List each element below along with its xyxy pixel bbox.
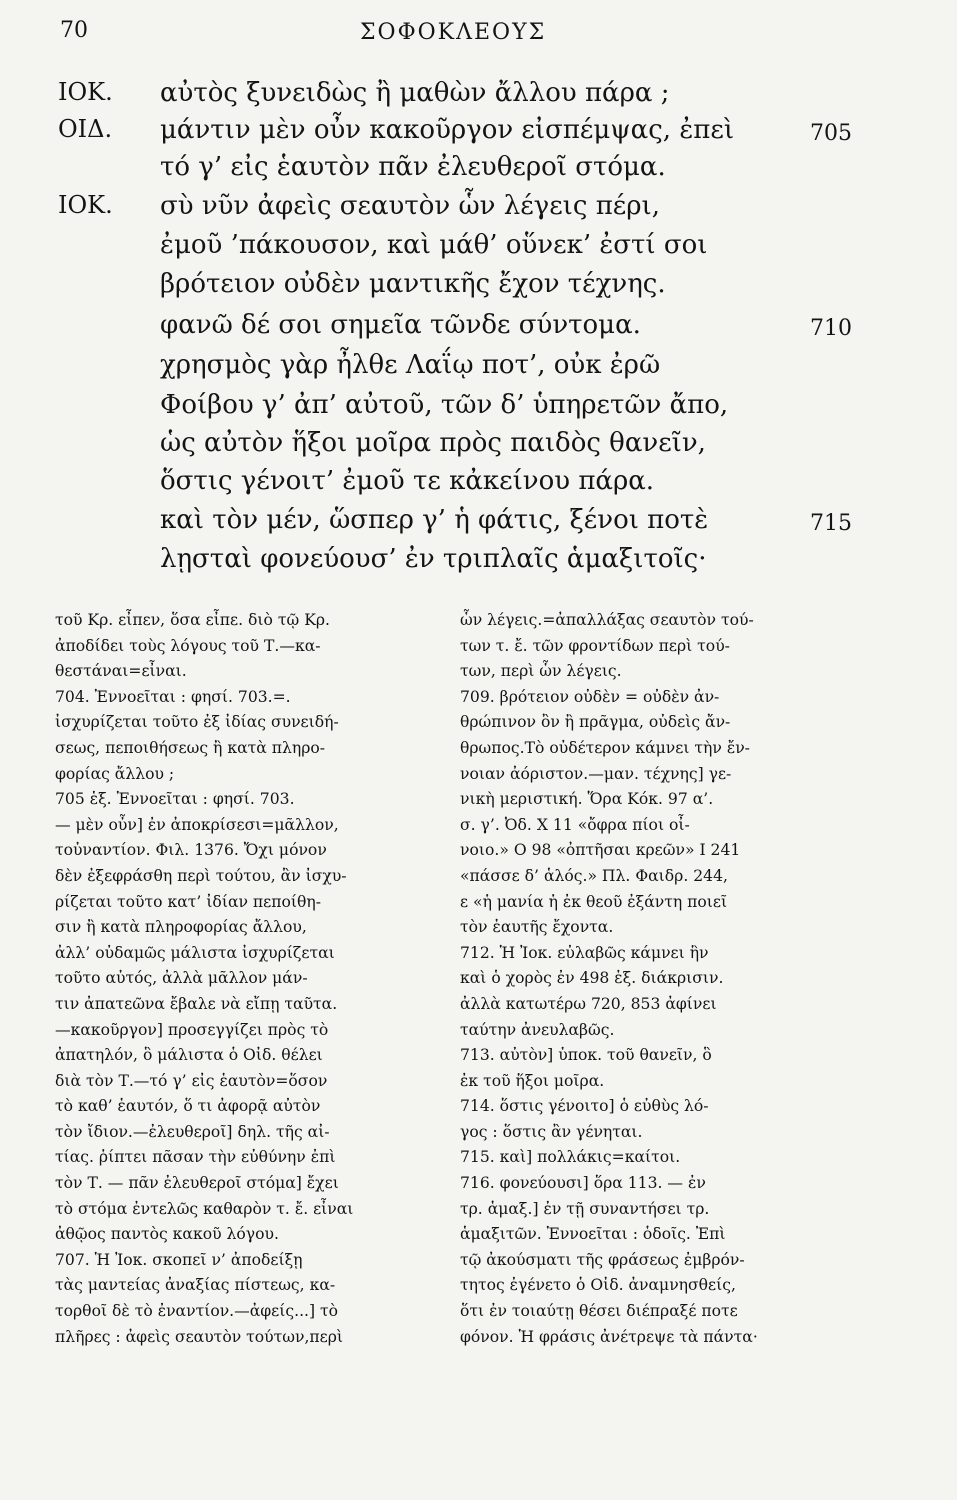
note-line: τὸ στόμα ἐντελῶς καθαρὸν τ. ἔ. εἶναι xyxy=(55,1199,354,1218)
note-line: δὲν ἐξεφράσθη περὶ τούτου, ἂν ἰσχυ- xyxy=(55,866,347,885)
verse-text: χρησμὸς γὰρ ἦλθε Λαΐῳ ποτ’, οὐκ ἐρῶ xyxy=(160,350,661,380)
note-line: νοιαν ἀόριστον.—μαν. τέχνης] γε- xyxy=(460,764,732,783)
note-line: θρώπινον ὂν ἢ πρᾶγμα, οὐδεὶς ἄν- xyxy=(460,713,731,732)
verse-text: φανῶ δέ σοι σημεῖα τῶνδε σύντομα. xyxy=(160,310,641,340)
verse-text: λῃσταὶ φονεύουσ’ ἐν τριπλαῖς ἁμαξιτοῖς· xyxy=(160,544,707,574)
line-number: 710 xyxy=(810,316,852,341)
note-line: καὶ ὁ χορὸς ἐν 498 ἑξ. διάκρισιν. xyxy=(460,969,724,988)
running-title: ΣΟΦΟΚΛΕΟΥΣ xyxy=(360,20,547,45)
note-line: ἀθῷος παντὸς κακοῦ λόγου. xyxy=(55,1225,279,1244)
verse-text: ὅστις γένοιτ’ ἐμοῦ τε κἀκείνου πάρα. xyxy=(160,466,655,496)
verse-text: μάντιν μὲν οὖν κακοῦργον εἰσπέμψας, ἐπεὶ xyxy=(160,115,735,145)
verse-text: ὡς αὐτὸν ἥξοι μοῖρα πρὸς παιδὸς θανεῖν, xyxy=(160,428,706,458)
note-line: 713. αὐτὸν] ὑποκ. τοῦ θανεῖν, ὃ xyxy=(460,1046,712,1065)
commentary-left-column xyxy=(55,608,433,1350)
note-line: τρ. ἁμαξ.] ἐν τῇ συναντήσει τρ. xyxy=(460,1199,710,1218)
note-line: 704. Ἐννοεῖται : φησί. 703.=. xyxy=(55,687,291,706)
note-line: ἰσχυρίζεται τοῦτο ἐξ ἰδίας συνειδή- xyxy=(55,713,339,732)
note-line: τὰς μαντείας ἀναξίας πίστεως, κα- xyxy=(55,1276,336,1295)
note-line: ἀποδίδει τοὺς λόγους τοῦ Τ.—κα- xyxy=(55,636,321,655)
note-line: διὰ τὸν Τ.—τό γ’ εἰς ἑαυτὸν=ὅσον xyxy=(55,1071,328,1090)
note-line: τοὐναντίον. Φιλ. 1376. Ὄχι μόνον xyxy=(55,841,327,860)
note-line: ἐκ τοῦ ἥξοι μοῖρα. xyxy=(460,1071,605,1090)
note-line: των, περὶ ὧν λέγεις. xyxy=(460,662,622,681)
note-line: 707. Ἡ Ἰοκ. σκοπεῖ ν’ ἀποδείξῃ xyxy=(55,1250,303,1269)
note-line: σεως, πεποιθήσεως ἢ κατὰ πληρο- xyxy=(55,738,326,757)
note-line: θεστάναι=εἶναι. xyxy=(55,662,187,681)
note-line: ἀλλὰ κατωτέρω 720, 853 ἀφίνει xyxy=(460,994,717,1013)
note-line: ταύτην ἀνευλαβῶς. xyxy=(460,1020,615,1039)
note-line: τὸ καθ’ ἑαυτόν, ὅ τι ἀφορᾷ αὐτὸν xyxy=(55,1097,321,1116)
note-line: 709. βρότειον οὐδὲν = οὐδὲν ἀν- xyxy=(460,687,720,706)
note-line: ρίζεται τοῦτο κατ’ ἰδίαν πεποίθη- xyxy=(55,892,321,911)
note-line: τοῦ Κρ. εἶπεν, ὅσα εἶπε. διὸ τῷ Κρ. xyxy=(55,611,330,629)
verse-text: αὐτὸς ξυνειδὼς ἢ μαθὼν ἄλλου πάρα ; xyxy=(160,78,670,108)
note-line: τίας. ῥίπτει πᾶσαν τὴν εὐθύνην ἐπὶ xyxy=(55,1148,336,1167)
note-line: τὸν ἴδιον.—ἐλευθεροῖ] δηλ. τῆς αἰ- xyxy=(55,1122,330,1141)
note-line: τοῦτο αὐτός, ἀλλὰ μᾶλλον μάν- xyxy=(55,969,308,988)
note-line: τητος ἐγένετο ὁ Οἰδ. ἀναμνησθείς, xyxy=(460,1276,736,1295)
note-line: φορίας ἄλλου ; xyxy=(55,764,175,783)
page-number: 70 xyxy=(60,18,88,43)
line-number: 705 xyxy=(810,121,852,146)
note-line: ὧν λέγεις.=ἀπαλλάξας σεαυτὸν τού- xyxy=(460,611,754,629)
verse-text: Φοίβου γ’ ἀπ’ αὐτοῦ, τῶν δ’ ὑπηρετῶν ἄπο, xyxy=(160,390,729,420)
note-line: ὅτι ἐν τοιαύτῃ θέσει διέπραξέ ποτε xyxy=(460,1302,738,1321)
speaker-label: ΙΟΚ. xyxy=(58,78,113,106)
verse-text: βρότειον οὐδὲν μαντικῆς ἔχον τέχνης. xyxy=(160,269,666,299)
note-line: 712. Ἡ Ἰοκ. εὐλαβῶς κάμνει ἣν xyxy=(460,943,709,962)
note-line: — μὲν οὖν] ἐν ἀποκρίσεσι=μᾶλλον, xyxy=(55,815,339,834)
note-line: ἀλλ’ οὐδαμῶς μάλιστα ἰσχυρίζεται xyxy=(55,943,335,962)
note-line: 705 ἑξ. Ἐννοεῖται : φησί. 703. xyxy=(55,790,295,809)
note-line: γος : ὅστις ἂν γένηται. xyxy=(460,1122,643,1141)
verse-text: σὺ νῦν ἀφεὶς σεαυτὸν ὧν λέγεις πέρι, xyxy=(160,191,660,221)
note-line: τορθοῖ δὲ τὸ ἐναντίον.—ἀφείς...] τὸ xyxy=(55,1302,339,1321)
note-line: σ. γ’. Ὀδ. Χ 11 «ὄφρα πίοι οἶ- xyxy=(460,815,690,834)
note-line: ε «ἡ μανία ἡ ἐκ θεοῦ ἐξάντη ποιεῖ xyxy=(460,892,728,911)
speaker-label: ΟΙΔ. xyxy=(58,115,113,143)
note-line: «πάσσε δ’ ἁλός.» Πλ. Φαιδρ. 244, xyxy=(460,866,728,885)
verse-line xyxy=(0,544,957,600)
note-line: πλῆρες : ἀφεὶς σεαυτὸν τούτων,περὶ xyxy=(55,1327,344,1346)
note-line: —κακοῦργον] προσεγγίζει πρὸς τὸ xyxy=(55,1020,329,1039)
note-line: των τ. ἔ. τῶν φροντίδων περὶ τού- xyxy=(460,636,730,655)
note-line: νοιο.» Ο 98 «ὀπτῆσαι κρεῶν» Ι 241 xyxy=(460,841,741,860)
line-number: 715 xyxy=(810,511,852,536)
verse-text: καὶ τὸν μέν, ὥσπερ γ’ ἡ φάτις, ξένοι ποτὲ xyxy=(160,505,709,535)
verse-text: τό γ’ εἰς ἑαυτὸν πᾶν ἐλευθεροῖ στόμα. xyxy=(160,152,666,182)
note-line: τὸν Τ. — πᾶν ἐλευθεροῖ στόμα] ἔχει xyxy=(55,1174,339,1193)
note-line: νικὴ μεριστική. Ὅρα Κόκ. 97 α’. xyxy=(460,790,714,809)
note-line: 716. φονεύουσι] ὅρα 113. — ἐν xyxy=(460,1174,706,1193)
note-line: ἁμαξιτῶν. Ἐννοεῖται : ὁδοῖς. Ἐπὶ xyxy=(460,1225,726,1244)
verse-text: ἐμοῦ ’πάκουσον, καὶ μάθ’ οὕνεκ’ ἐστί σοι xyxy=(160,230,708,260)
note-line: τιν ἀπατεῶνα ἔβαλε νὰ εἴπῃ ταῦτα. xyxy=(55,994,338,1013)
note-line: τὸν ἑαυτῆς ἔχοντα. xyxy=(460,918,614,937)
note-line: 715. καὶ] πολλάκις=καίτοι. xyxy=(460,1148,681,1167)
speaker-label: ΙΟΚ. xyxy=(58,191,113,219)
note-line: φόνον. Ἡ φράσις ἀνέτρεψε τὰ πάντα· xyxy=(460,1327,758,1346)
note-line: τῷ ἀκούσματι τῆς φράσεως ἐμβρόν- xyxy=(460,1250,745,1269)
note-line: σιν ἢ κατὰ πληροφορίας ἄλλου, xyxy=(55,918,307,937)
note-line: 714. ὅστις γένοιτο] ὁ εὐθὺς λό- xyxy=(460,1097,709,1116)
note-line: θρωπος.Τὸ οὐδέτερον κάμνει τὴν ἔν- xyxy=(460,738,750,757)
commentary-right-column xyxy=(460,608,868,1350)
note-line: ἀπατηλόν, ὃ μάλιστα ὁ Οἰδ. θέλει xyxy=(55,1046,323,1065)
